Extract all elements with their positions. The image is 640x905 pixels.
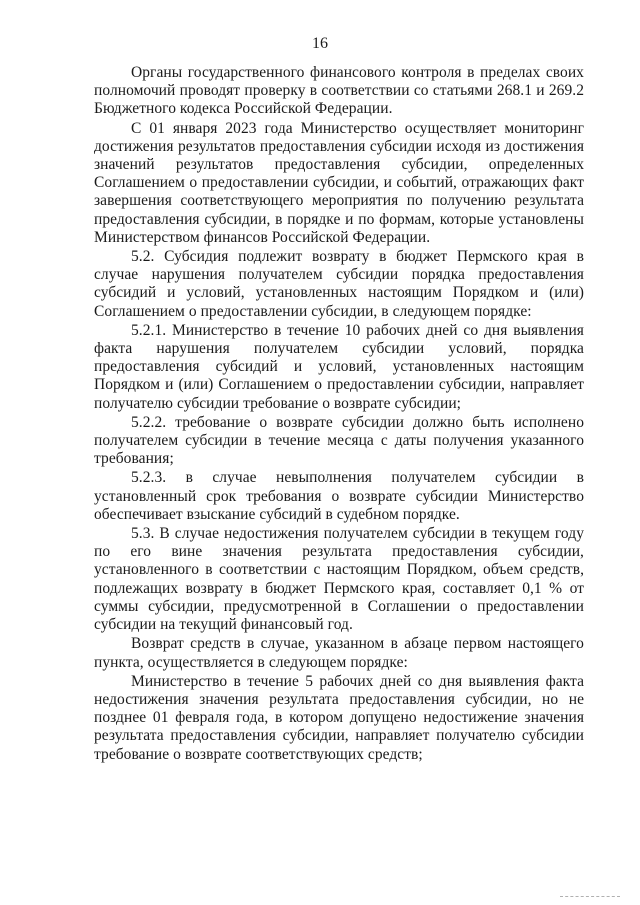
document-body (94, 64, 584, 764)
paragraph-monitoring: С 01 января 2023 года Министерство осуществляет мониторинг достижения результатов предоставления субсидии исходя из достижения значений результатов предоставления субсидии, определенных Соглашением о предоставлении субсидии, и событий, отражающих факт завершения соответствующего мероприятия по получению результата предоставления субсидии, в порядке и по формам, которые установлены Министерством финансов Российской Федерации. (94, 119, 584, 246)
paragraph-5-2-1: 5.2.1. Министерство в течение 10 рабочих дней со дня выявления факта нарушения получателем субсидии условий, порядка предоставления субсидий и условий, установленных настоящим Порядком и (или) Соглашением о предоставлении субсидии, направляет получателю субсидии требование о возврате субсидии; (94, 321, 584, 412)
footer-scan-mark (560, 896, 620, 898)
paragraph-5-2-2: 5.2.2. требование о возврате субсидии должно быть исполнено получателем субсидии в течение месяца с даты получения указанного требования; (94, 413, 584, 468)
paragraph-5-2: 5.2. Субсидия подлежит возврату в бюджет Пермского края в случае нарушения получателем субсидии порядка предоставления субсидий и условий, установленных настоящим Порядком и (или) Соглашением о предоставлении субсидии, в следующем порядке: (94, 248, 584, 320)
paragraph-ministry-request: Министерство в течение 5 рабочих дней со дня выявления факта недостижения значения результата предоставления субсидии, но не позднее 01 февраля года, в котором допущено недостижение значения результата предоставления субсидии, направляет получателю субсидии требование о возврате соответствующих средств; (94, 672, 584, 763)
paragraph-5-3: 5.3. В случае недостижения получателем субсидии в текущем году по его вине значения результата предоставления субсидии, установленного в соответствии с настоящим Порядком, объем средств, подлежащих возврату в бюджет Пермского края, составляет 0,1 % от суммы субсидии, предусмотренной в Соглашении о предоставлении субсидии на текущий финансовый год. (94, 525, 584, 634)
paragraph-5-2-3: 5.2.3. в случае невыполнения получателем субсидии в установленный срок требования о возврате субсидии Министерство обеспечивает взыскание субсидий в судебном порядке. (94, 469, 584, 523)
paragraph-state-control: Органы государственного финансового контроля в пределах своих полномочий проводят проверку в соответствии со статьями 268.1 и 269.2 Бюджетного кодекса Российской Федерации. (94, 64, 584, 118)
paragraph-refund-procedure: Возврат средств в случае, указанном в абзаце первом настоящего пункта, осуществляется в следующем порядке: (94, 635, 584, 671)
page-number: 16 (312, 35, 328, 52)
